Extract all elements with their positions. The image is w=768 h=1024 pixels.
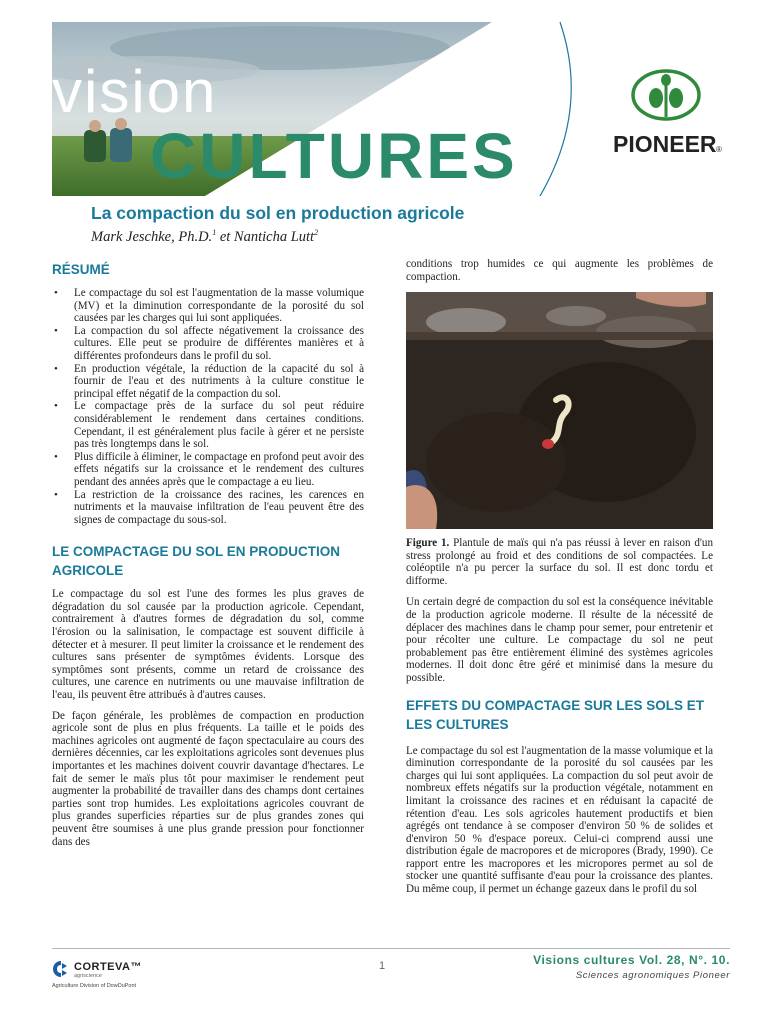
figure-caption: Figure 1. Plantule de maïs qui n'a pas réussi à lever en raison d'un stress prolongé au froid et des conditions de sol compactées. Le coléoptile n'a pu percer la surface du sol. Il est donc tordu et difforme. — [406, 537, 713, 587]
corteva-logo: CORTEVA™ agriscience Agriculture Division of DowDuPont — [52, 961, 142, 989]
resume-heading: RÉSUMÉ — [52, 262, 110, 277]
right-column-top — [406, 258, 713, 283]
volume-label: Visions cultures Vol. 28, N°. 10. — [533, 953, 730, 967]
list-item: • La restriction de la croissance des racines, les carences en nutriments et la mauvaise infiltration de l'eau peuvent être des signes de compactage du sous-sol. — [52, 489, 364, 527]
paragraph: Le compactage du sol est l'augmentation de la masse volumique et la diminution correspondante de la porosité du sol causées par les charges qui lui sont appliquées. La compaction du sol peut avoir de nombreux effets négatifs sur la production végétale, notamment en limitant la croissance des racines et en réduisant la capacité de rétention d'eau. Les sols agricoles hautement productifs et bien agrégés ont tendance à se composer d'environ 50 % de solides et d'environ 50 % d'espace poreux. Celui-ci comprend aussi une distribution égale de macropores et de micropores (Brady, 1990). Ce rapport entre les macropores et les micropores permet au sol de stocker une quantité suffisante d'eau pour la croissance des plantes. Du même coup, il permet un échange gazeux dans le profil du sol — [406, 744, 713, 896]
brand-cultures-text: CULTURES — [150, 120, 518, 192]
paragraph: Un certain degré de compaction du sol est la conséquence inévitable de la production agricole moderne. Il résulte de la nécessité de déplacer des machines dans le champ pour semer, pour entretenir et pour récolter une culture. Le compactage du sol ne peut probablement pas être entièrement éliminé des systèmes agricoles modernes. Il doit donc être géré et minimisé dans la mesure du possible. — [406, 596, 713, 684]
paragraph: De façon générale, les problèmes de compaction en production agricole sont de plus en plus fréquents. La taille et le poids des machines agricoles ont augmenté de façon spectaculaire au cours des dernières décennies, car les exploitations agricoles sont devenues plus importantes et les machines doivent couvrir davantage d'hectares. Le fait de semer le maïs plus tôt pour maximiser le rendement peut augmenter la probabilité de travailler dans des champs dont certaines parties sont trop humides. Les exploitations agricoles couvrant de plus grandes superficies réparties sur de plus grandes zones qui peuvent être soumises à une plus grande pression pour fonctionner dans des — [52, 709, 364, 848]
page-number: 1 — [379, 960, 386, 972]
list-item: • La compaction du sol affecte négativement la croissance des cultures. Elle peut se produire de différentes manières et à différentes profondeurs dans le profil du sol. — [52, 325, 364, 363]
list-item: • Plus difficile à éliminer, le compactage en profond peut avoir des effets négatifs sur la croissance et le rendement des cultures pendant des années après que le compactage a eu lieu. — [52, 451, 364, 489]
list-item: • Le compactage près de la surface du sol peut réduire considérablement le rendement dans certaines conditions. Cependant, il est généralement plus facile à gérer et ne persiste pas très longtemps dans le sol. — [52, 400, 364, 450]
figure-1-photo — [406, 292, 713, 529]
footer-divider — [52, 948, 730, 949]
paragraph: Le compactage du sol est l'une des formes les plus graves de dégradation du sol causée par la production agricole. Cependant, contrairement à d'autres formes de dégradation du sol, comme l'érosion ou la salinisation, le compactage est souvent difficile à détecter et à mesurer. Il peut limiter la croissance et le rendement des cultures sans présenter de symptômes évidents. Lorsque des symptômes sont présents, comme un retard de croissance des cultures, une carence en nutriments ou une mauvaise infiltration de l'eau, ils peuvent être attribués à d'autres causes. — [52, 588, 364, 702]
right-column — [406, 537, 713, 896]
masthead-banner — [0, 0, 768, 196]
pioneer-wordmark: PIONEER — [613, 131, 717, 157]
section-heading: EFFETS DU COMPACTAGE SUR LES SOLS ET LES CULTURES — [406, 697, 705, 732]
publication-subtitle: Sciences agronomiques Pioneer — [575, 970, 730, 981]
brand-vision-text: vision — [52, 58, 218, 125]
resume-list — [52, 287, 364, 526]
section-heading: LE COMPACTAGE DU SOL EN PRODUCTION AGRICOLE — [52, 544, 341, 579]
left-column — [52, 260, 364, 848]
paragraph: conditions trop humides ce qui augmente les problèmes de compaction. — [406, 258, 713, 283]
article-title: La compaction du sol en production agricole — [91, 203, 465, 223]
pioneer-logo — [613, 71, 722, 157]
list-item: • En production végétale, la réduction de la capacité du sol à fournir de l'eau et des nutriments à la culture constitue le principal effet négatif de la compaction du sol. — [52, 363, 364, 401]
article-authors: Mark Jeschke, Ph.D.$^1$ et Nanticha Lutt$^2$ — [91, 228, 319, 245]
corteva-icon — [52, 960, 70, 978]
list-item: • Le compactage du sol est l'augmentation de la masse volumique (MV) et la diminution correspondante de la porosité du sol causées par les charges qui lui sont appliquées. — [52, 287, 364, 325]
masthead — [0, 0, 768, 196]
svg-text:®: ® — [716, 145, 722, 154]
